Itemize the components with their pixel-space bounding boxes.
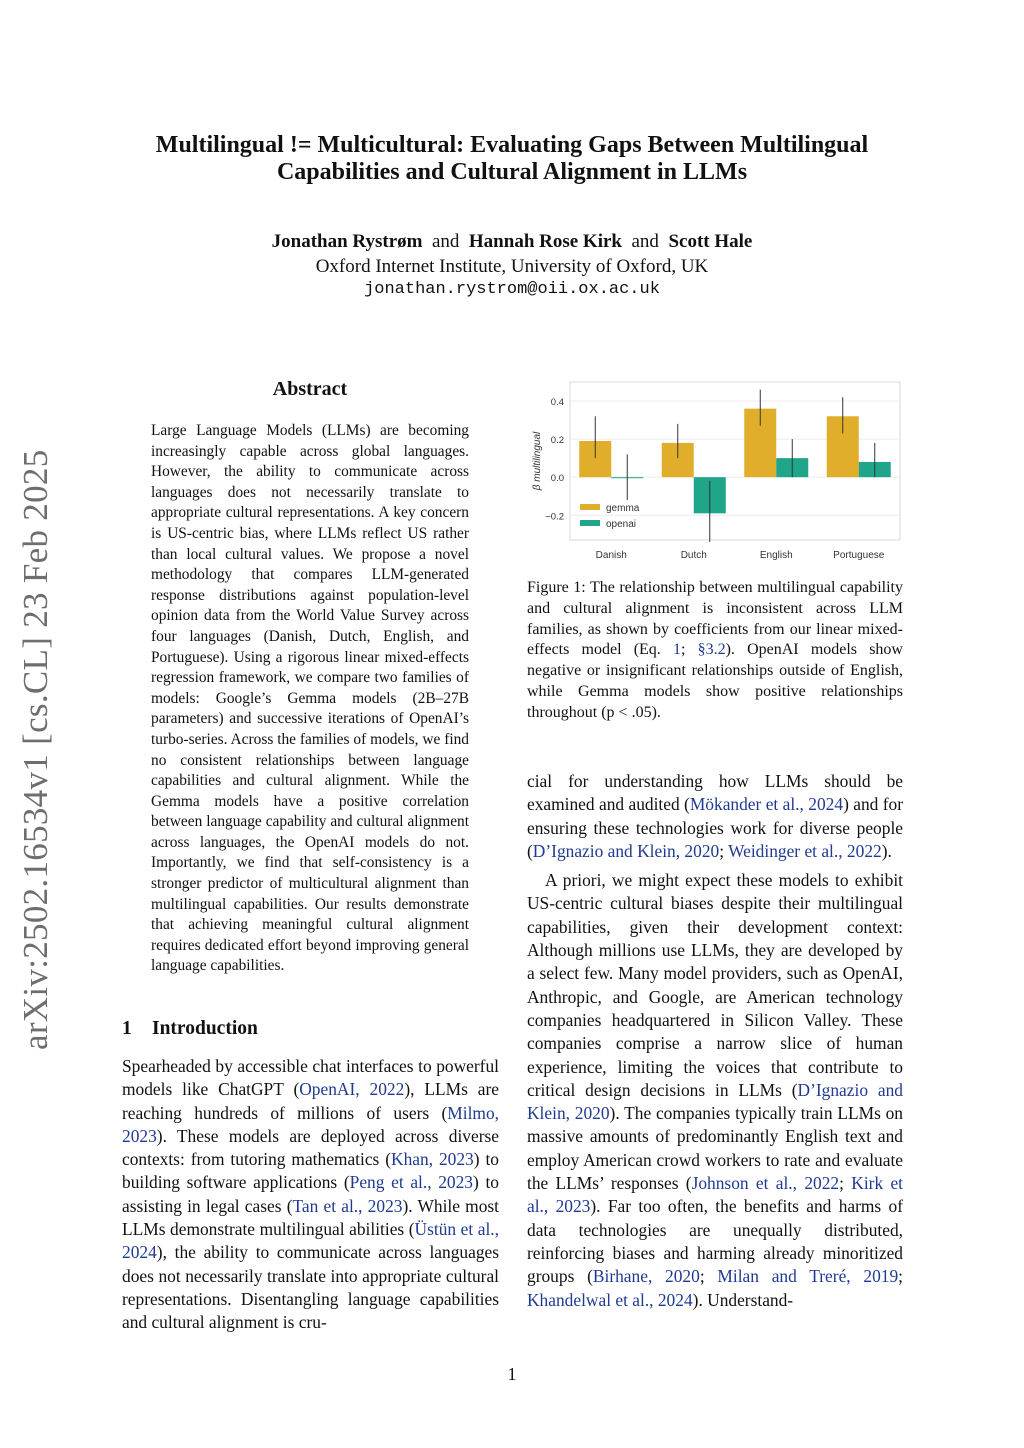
y-tick-label: 0.4	[550, 397, 564, 409]
legend-label-gemma: gemma	[606, 503, 640, 514]
legend-label-openai: openai	[606, 519, 637, 530]
section-number: 1	[122, 1018, 132, 1039]
text-run: Spearheaded by accessible chat interfaces to powerful models like ChatGPT (	[122, 1056, 499, 1100]
text-run: ). While most LLMs demonstrate multilingual abilities (	[122, 1195, 499, 1240]
text-run: ) to building software applications (	[122, 1149, 499, 1193]
citation-link[interactable]: D’Ignazio and Klein, 2020	[527, 1079, 903, 1124]
citation-link[interactable]: Peng et al., 2023	[349, 1172, 474, 1193]
abstract-heading: Abstract	[272, 378, 348, 400]
author-email[interactable]: jonathan.rystrom@oii.ox.ac.uk	[364, 280, 660, 299]
x-tick-label: Portuguese	[833, 550, 885, 561]
citation-link[interactable]: D’Ignazio and Klein, 2020	[532, 840, 720, 861]
citation-link[interactable]: Mökander et al., 2024	[689, 794, 844, 815]
text-run: ) and for ensuring these technologies work for diverse people (	[527, 794, 904, 861]
text-run: ) to assisting in legal cases (	[122, 1172, 499, 1216]
text-run: ). OpenAI models show negative or insignificant relationships outside of English, while Gemma models show positive relationships throughout (p < .05).	[527, 641, 903, 721]
author-1: Jonathan Rystrøm	[271, 231, 423, 252]
citation-link[interactable]: Tan et al., 2023	[292, 1195, 403, 1216]
citation-link[interactable]: Birhane, 2020	[592, 1266, 700, 1287]
text-run: ;	[839, 1173, 852, 1194]
text-run: cial for understanding how LLMs should be examined and audited (	[527, 771, 903, 815]
y-tick-label: −0.2	[545, 511, 564, 523]
section-heading-introduction	[122, 1018, 258, 1040]
legend-swatch-gemma	[580, 504, 600, 510]
text-run: ). Understand-	[692, 1289, 794, 1310]
x-tick-label: English	[759, 550, 793, 561]
text-run: Figure 1: The relationship between multilingual capability and cultural alignment is inconsistent across LLM families, as shown by coefficients from our linear mixed-effects model (Eq.	[527, 579, 903, 659]
x-tick-label: Dutch	[680, 550, 707, 561]
legend-swatch-openai	[580, 520, 600, 526]
text-run: ;	[719, 840, 729, 861]
citation-link[interactable]: Üstün et al., 2024	[122, 1219, 499, 1263]
arxiv-stamp: arXiv:2502.16534v1 [cs.CL] 23 Feb 2025	[16, 449, 55, 1050]
section-title: Introduction	[152, 1018, 258, 1039]
text-run: ), LLMs are reaching hundreds of millions of users (	[122, 1079, 500, 1123]
x-tick-label: Danish	[595, 550, 627, 561]
citation-link[interactable]: Milan and Treré, 2019	[717, 1266, 899, 1287]
text-run: ). Far too often, the benefits and harms of data technologies are unequally distributed, reinforcing biases and harming already minoritized groups (	[527, 1196, 904, 1287]
author-list	[0, 230, 1024, 254]
text-run: ). These models are deployed across diverse contexts: from tutoring mathematics (	[122, 1125, 499, 1170]
figure-1-chart	[524, 378, 904, 568]
paragraph	[527, 770, 903, 863]
paragraph	[527, 869, 903, 1312]
text-run: A priori, we might expect these models to exhibit US-centric cultural biases despite their multilingual capabilities, given their development context: Although millions use LLMs, they are developed by a select few. Many model providers, such as OpenAI, Anthropic, and Google, are American technology companies headquartered in Silicon Valley. These companies comprise a narrow slice of human experience, limiting the voices that contribute to critical design decisions in LLMs (	[527, 870, 903, 1100]
author-sep-2: and	[631, 231, 659, 252]
y-tick-label: 0.2	[550, 435, 564, 447]
citation-link[interactable]: Milmo, 2023	[122, 1102, 499, 1146]
author-sep-1: and	[431, 231, 460, 252]
text-run: ), the ability to communicate across languages does not necessarily translate into appropriate cultural representations. Disentangling language capabilities and cultural alignment is cru-	[122, 1242, 499, 1333]
affiliation: Oxford Internet Institute, University of Oxford, UK	[315, 256, 709, 277]
text-run: ).	[881, 840, 892, 861]
y-axis-label: β multilingual	[532, 431, 543, 491]
text-run: ;	[699, 1266, 718, 1287]
citation-link[interactable]: Johnson et al., 2022	[691, 1173, 840, 1194]
citation-link[interactable]: Kirk et al., 2023	[527, 1173, 904, 1217]
citation-link[interactable]: OpenAI, 2022	[299, 1079, 405, 1100]
section-ref-link[interactable]: §3.2	[697, 641, 726, 659]
paper-title-line2: Capabilities and Cultural Alignment in LLMs	[276, 159, 748, 185]
right-column-text	[527, 770, 903, 1312]
abstract-text: Large Language Models (LLMs) are becoming increasingly capable across global languages. However, the ability to communicate across languages does not necessarily translate to appropriate cultural representations. A key concern is US-centric bias, where LLMs reflect US rather than local cultural values. We propose a novel methodology that compares LLM-generated response distributions against population-level opinion data from the World Value Survey across four languages (Danish, Dutch, English, and Portuguese). Using a rigorous linear mixed-effects regression framework, we compare two families of models: Google’s Gemma models (2B–27B parameters) and successive iterations of OpenAI’s turbo-series. Across the families of models, we find no consistent relationships between language capabilities and cultural alignment. While the Gemma models have a positive correlation between language capability and cultural alignment across languages, the OpenAI models do not. Importantly, we find that self-consistency is a stronger predictor of multicultural alignment than multilingual capabilities. Our results demonstrate that achieving meaningful cultural alignment requires dedicated effort beyond improving general language capabilities.	[151, 422, 469, 975]
text-run: ;	[898, 1266, 904, 1287]
page-number: 1	[507, 1364, 517, 1384]
citation-link[interactable]: Weidinger et al., 2022	[728, 840, 882, 861]
paper-title-line1: Multilingual != Multicultural: Evaluating Gaps Between Multilingual	[155, 132, 869, 158]
author-2: Hannah Rose Kirk	[468, 231, 622, 252]
y-tick-label: 0.0	[550, 473, 564, 485]
figure-1-caption	[527, 578, 903, 724]
citation-link[interactable]: Khan, 2023	[391, 1149, 474, 1170]
text-run: ;	[680, 641, 698, 659]
citation-link[interactable]: Khandelwal et al., 2024	[527, 1289, 693, 1310]
paper-title	[0, 132, 1024, 186]
text-run: ). The companies typically train LLMs on massive amounts of predominantly English text and employ American crowd workers to rate and evaluate the LLMs’ responses (	[527, 1103, 903, 1194]
intro-paragraph	[122, 1055, 499, 1335]
author-3: Scott Hale	[668, 231, 753, 252]
equation-ref-link[interactable]: 1	[672, 641, 681, 659]
